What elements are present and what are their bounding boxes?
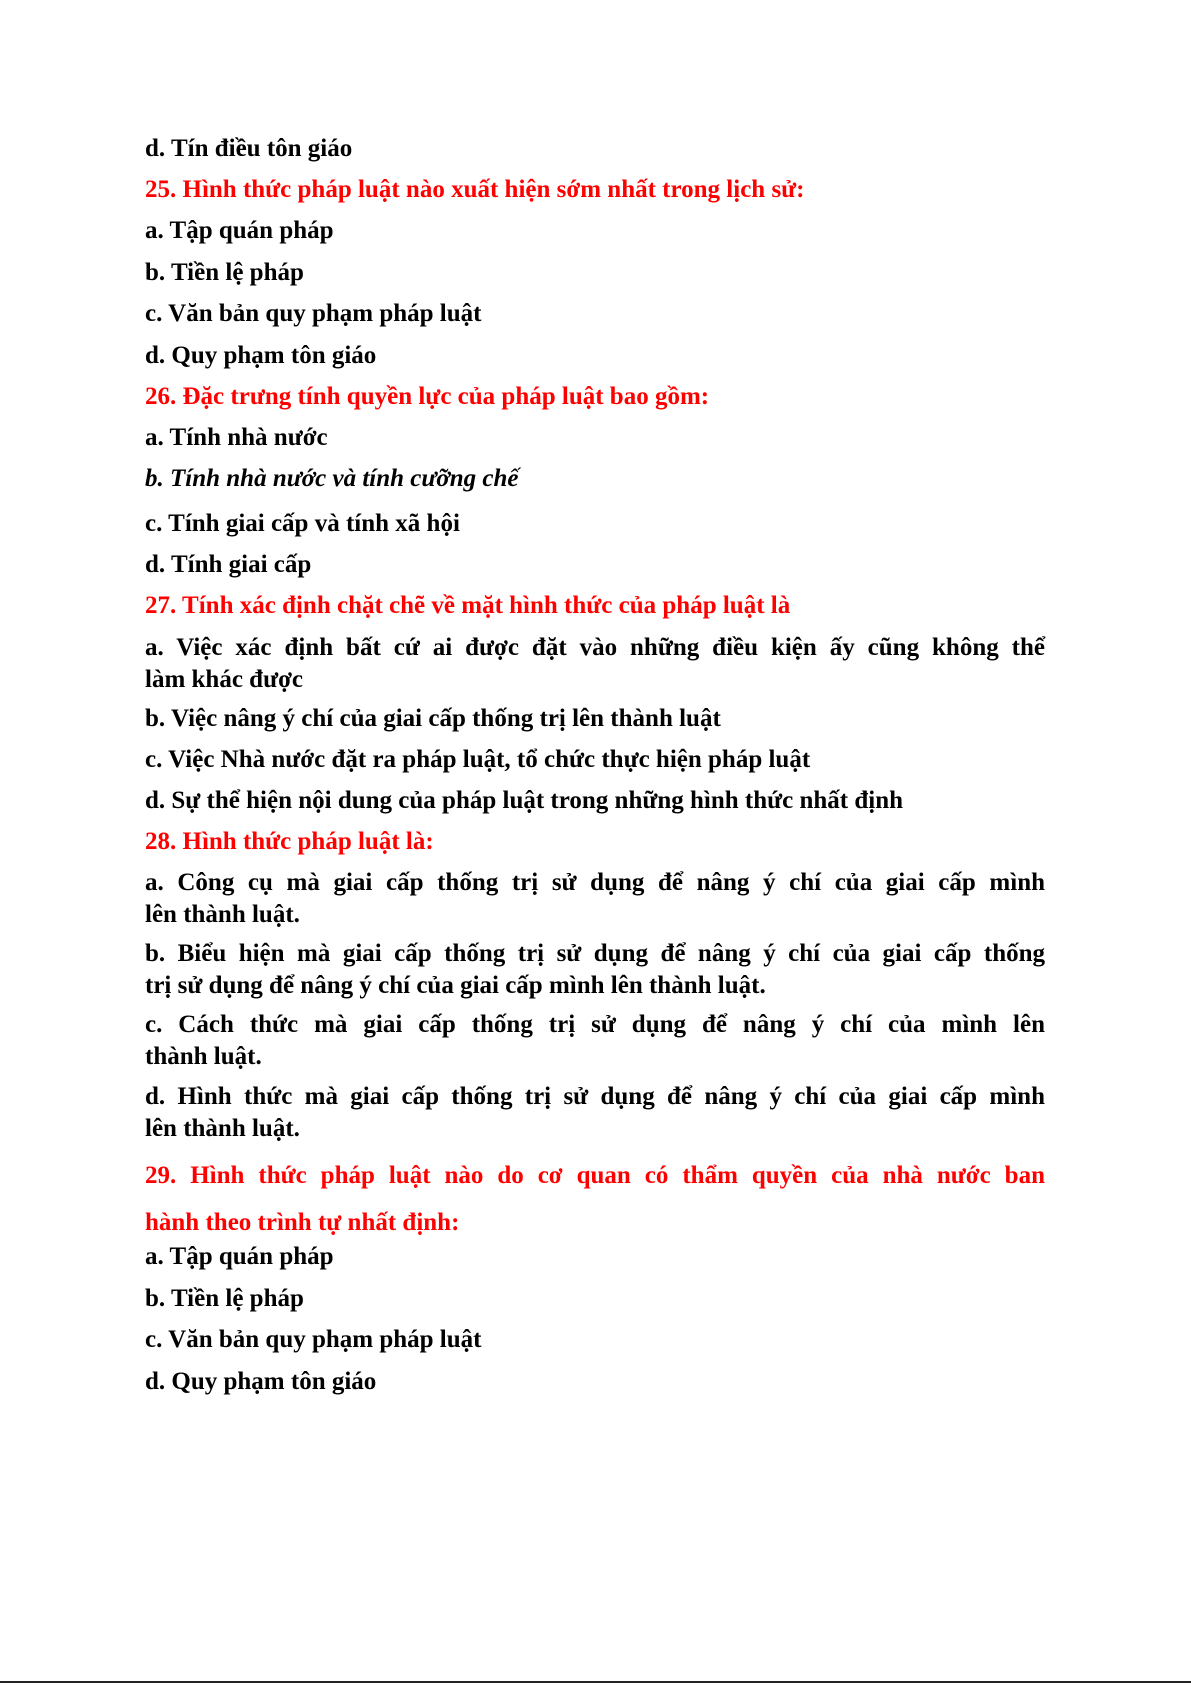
q28-answer-a: [145, 867, 1045, 931]
page-bottom-rule: [0, 1681, 1191, 1683]
q25-answer-a: a. Tập quán pháp: [145, 217, 334, 244]
q28-answer-c: [145, 1009, 1045, 1073]
q27-answer-b: b. Việc nâng ý chí của giai cấp thống trị lên thành luật: [145, 705, 721, 732]
question-25: 25. Hình thức pháp luật nào xuất hiện sớm nhất trong lịch sử:: [145, 176, 805, 203]
q28-answer-b: [145, 938, 1045, 1002]
q28-answer-a-line1: a. Công cụ mà giai cấp thống trị sử dụng để nâng ý chí của giai cấp mình: [145, 869, 1045, 896]
question-27: 27. Tính xác định chặt chẽ về mặt hình thức của pháp luật là: [145, 592, 791, 619]
question-28: 28. Hình thức pháp luật là:: [145, 828, 434, 855]
q25-answer-c: c. Văn bản quy phạm pháp luật: [145, 300, 482, 327]
q29-answer-c: c. Văn bản quy phạm pháp luật: [145, 1326, 482, 1353]
q28-answer-b-line1: b. Biểu hiện mà giai cấp thống trị sử dụng để nâng ý chí của giai cấp thống: [145, 940, 1045, 967]
question-29: [145, 1152, 1045, 1246]
q26-answer-a: a. Tính nhà nước: [145, 424, 328, 451]
q26-answer-d: d. Tính giai cấp: [145, 551, 312, 578]
q26-answer-c: c. Tính giai cấp và tính xã hội: [145, 510, 460, 537]
q29-answer-d: d. Quy phạm tôn giáo: [145, 1368, 377, 1395]
q27-answer-c: c. Việc Nhà nước đặt ra pháp luật, tổ chức thực hiện pháp luật: [145, 746, 811, 773]
q28-answer-c-line1: c. Cách thức mà giai cấp thống trị sử dụng để nâng ý chí của mình lên: [145, 1011, 1045, 1038]
q29-answer-b: b. Tiền lệ pháp: [145, 1285, 304, 1312]
q27-answer-a-line1: a. Việc xác định bất cứ ai được đặt vào những điều kiện ấy cũng không thể: [145, 634, 1045, 661]
question-29-line1: 29. Hình thức pháp luật nào do cơ quan có thẩm quyền của nhà nước ban: [145, 1162, 1045, 1189]
answer-d-prev: d. Tín điều tôn giáo: [145, 135, 353, 162]
q27-answer-a-line2: làm khác được: [145, 666, 304, 693]
q28-answer-d-line1: d. Hình thức mà giai cấp thống trị sử dụng để nâng ý chí của giai cấp mình: [145, 1083, 1045, 1110]
q28-answer-c-line2: thành luật.: [145, 1043, 262, 1070]
question-29-line2: hành theo trình tự nhất định:: [145, 1209, 460, 1236]
q28-answer-d-line2: lên thành luật.: [145, 1115, 300, 1142]
q27-answer-d: d. Sự thể hiện nội dung của pháp luật trong những hình thức nhất định: [145, 787, 904, 814]
q28-answer-b-line2: trị sử dụng để nâng ý chí của giai cấp mình lên thành luật.: [145, 972, 766, 999]
question-26: 26. Đặc trưng tính quyền lực của pháp luật bao gồm:: [145, 383, 710, 410]
q25-answer-d: d. Quy phạm tôn giáo: [145, 342, 377, 369]
q28-answer-a-line2: lên thành luật.: [145, 901, 300, 928]
q29-answer-a: a. Tập quán pháp: [145, 1243, 334, 1270]
q26-answer-b: b. Tính nhà nước và tính cưỡng chế: [145, 465, 519, 492]
q25-answer-b: b. Tiền lệ pháp: [145, 259, 304, 286]
q27-answer-a: [145, 632, 1045, 696]
q28-answer-d: [145, 1081, 1045, 1145]
